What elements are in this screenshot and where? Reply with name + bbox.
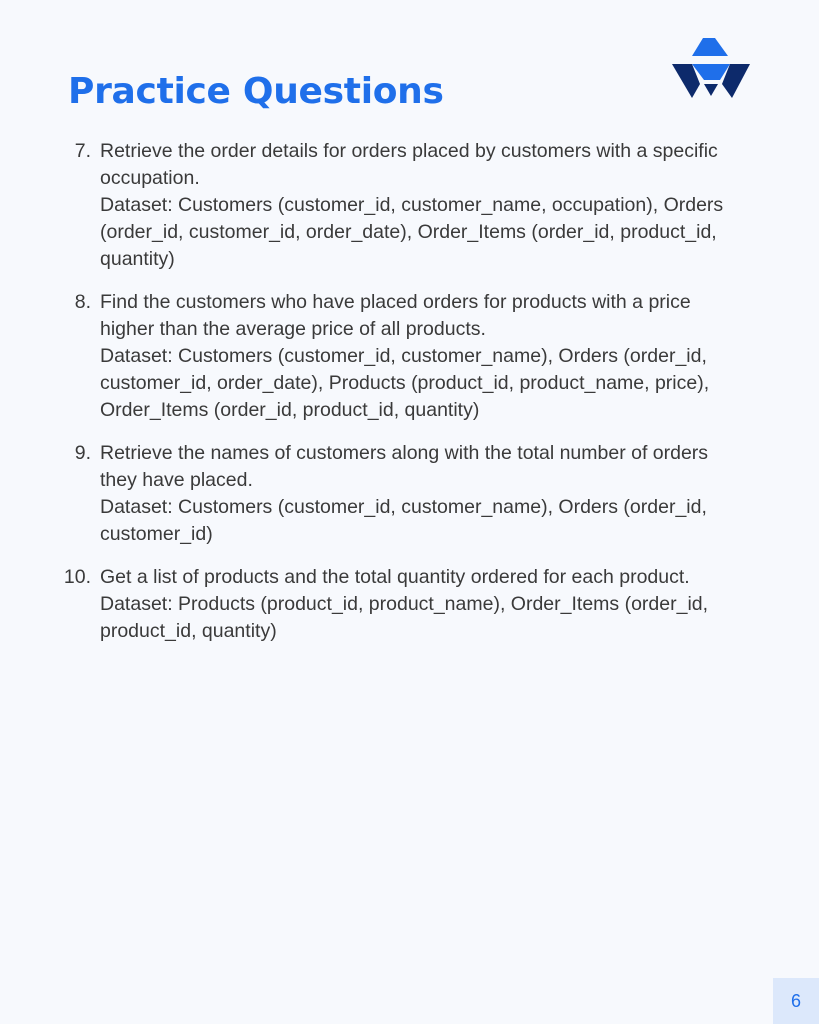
page-title: Practice Questions <box>68 71 444 112</box>
question-list <box>0 138 819 661</box>
question-dataset: Dataset: Customers (customer_id, customer_name), Orders (order_id, customer_id) <box>100 496 707 545</box>
question-body <box>100 138 750 273</box>
question-body <box>100 564 750 645</box>
question-item <box>0 440 819 548</box>
question-text: Retrieve the names of customers along with the total number of orders they have placed. <box>100 442 709 491</box>
question-item <box>0 138 819 273</box>
brand-logo-icon <box>670 36 752 100</box>
question-text: Find the customers who have placed orders for products with a price higher than the average price of all products. <box>100 291 691 340</box>
question-item <box>0 289 819 424</box>
page-number: 6 <box>773 978 819 1024</box>
question-text: Retrieve the order details for orders placed by customers with a specific occupation. <box>100 140 718 189</box>
question-body <box>100 440 750 548</box>
question-number: 7. <box>74 140 91 162</box>
question-text: Get a list of products and the total quantity ordered for each product. <box>100 566 690 588</box>
question-dataset: Dataset: Customers (customer_id, customer_name, occupation), Orders (order_id, customer_id, order_date), Order_Items (order_id, product_id, quantity) <box>100 194 724 270</box>
question-dataset: Dataset: Products (product_id, product_name), Order_Items (order_id, product_id, quantity) <box>100 593 709 642</box>
question-dataset: Dataset: Customers (customer_id, customer_name), Orders (order_id, customer_id, order_date), Products (product_id, product_name, price), Order_Items (order_id, product_id, quantity) <box>100 345 710 421</box>
question-number: 10. <box>63 566 91 588</box>
question-body <box>100 289 750 424</box>
question-number: 8. <box>74 291 91 313</box>
question-item <box>0 564 819 645</box>
question-number: 9. <box>74 442 91 464</box>
